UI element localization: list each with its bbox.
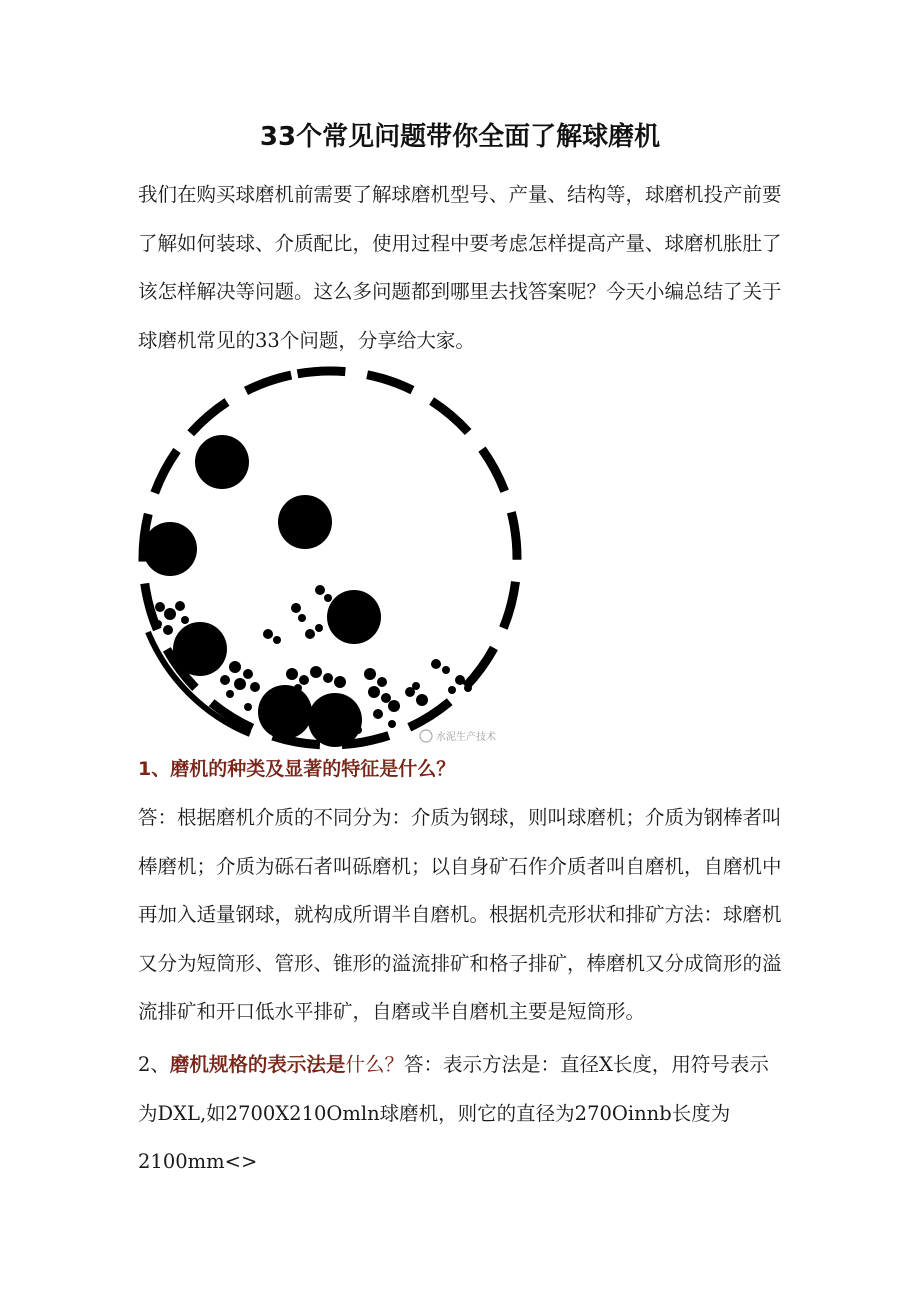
question-2-heading: 磨机规格的表示法是 (169, 1053, 346, 1076)
ball-mill-diagram (130, 362, 540, 754)
grinding-ball (327, 590, 381, 644)
question-1-heading: 1、磨机的种类及显著的特征是什么？ (138, 758, 456, 780)
grinding-ball (195, 435, 249, 489)
wechat-icon (420, 730, 432, 742)
question-2-number: 2、 (138, 1053, 170, 1076)
grinding-ball (308, 693, 362, 747)
grinding-ball (173, 622, 227, 676)
question-2-paragraph (138, 1041, 788, 1187)
intro-paragraph: 我们在购买球磨机前需要了解球磨机型号、产量、结构等，球磨机投产前要了解如何装球、介质配比，使用过程中要考虑怎样提高产量、球磨机胀肚了该怎样解决等问题。这么多问题都到哪里去找答案呢？今天小编总结了关于球磨机常见的33个问题，分享给大家。 (138, 183, 782, 352)
question-2-answer: 答：表示方法是：直径X长度，用符号表示为DXL,如2700X210Omln球磨机，则它的直径为270Oinnb长度为2100mm<> (138, 1053, 769, 1173)
watermark-text: 水泥生产技术 (436, 732, 496, 743)
grinding-ball (143, 522, 197, 576)
question-2-heading-tail: 什么？ (345, 1053, 404, 1076)
grinding-ball (258, 685, 312, 739)
page-title: 33个常见问题带你全面了解球磨机 (259, 122, 661, 152)
ball-mill-svg (130, 362, 540, 754)
question-1-answer: 答：根据磨机介质的不同分为：介质为钢球，则叫球磨机；介质为钢棒者叫棒磨机；介质为砾石者叫砾磨机；以自身矿石作介质者叫自磨机，自磨机中再加入适量钢球，就构成所谓半自磨机。根据机壳形状和排矿方法：球磨机又分为短筒形、管形、锥形的溢流排矿和格子排矿，棒磨机又分成筒形的溢流排矿和开口低水平排矿，自磨或半自磨机主要是短筒形。 (138, 806, 782, 1023)
grinding-ball (278, 495, 332, 549)
